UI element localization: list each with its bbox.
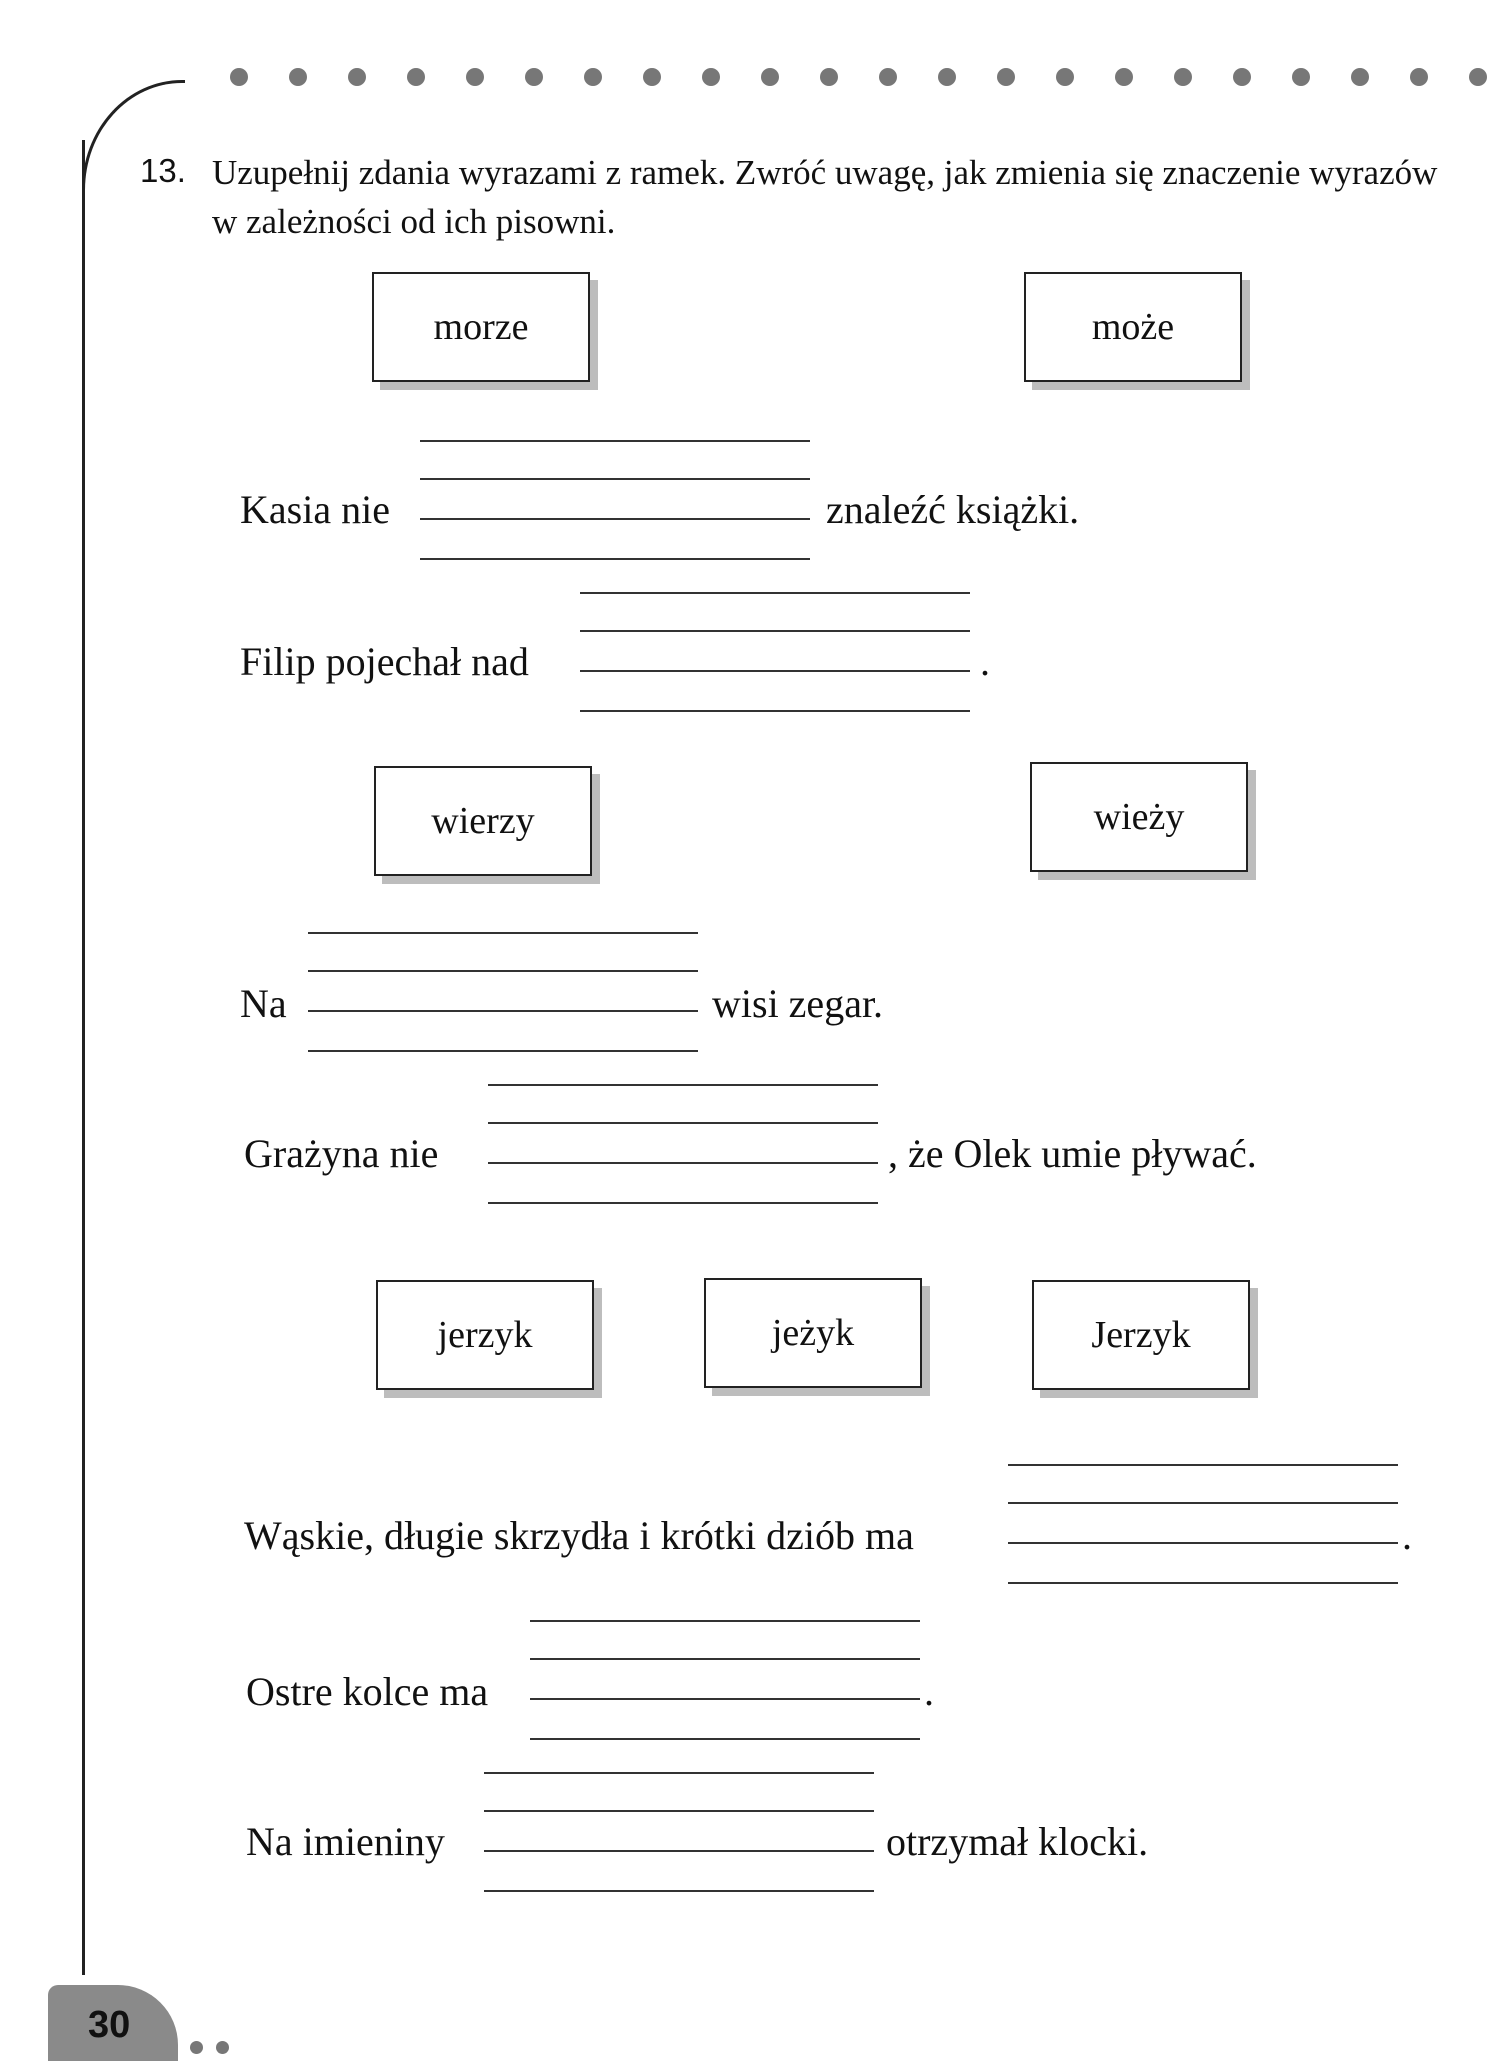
- header-dot: [761, 68, 779, 86]
- header-dot: [289, 68, 307, 86]
- header-dot: [1233, 68, 1251, 86]
- header-dot: [1469, 68, 1487, 86]
- sentence-before: Na: [240, 981, 287, 1026]
- header-dot: [407, 68, 425, 86]
- header-dot: [230, 68, 248, 86]
- sentence-before: Wąskie, długie skrzydła i krótki dziób ma: [244, 1513, 914, 1558]
- sentence-before: Kasia nie: [240, 487, 390, 532]
- header-dot: [348, 68, 366, 86]
- header-dot: [1115, 68, 1133, 86]
- sentence-before: Ostre kolce ma: [246, 1669, 489, 1714]
- task-instruction: Uzupełnij zdania wyrazami z ramek. Zwróć uwagę, jak zmienia się znaczenie wyrazów w zależności od ich pisowni.: [212, 153, 1438, 241]
- sentence-before: Filip pojechał nad: [240, 639, 529, 684]
- answer-lines[interactable]: [1008, 1464, 1398, 1584]
- word-box-wierzy: wierzy: [374, 766, 592, 876]
- header-dot: [820, 68, 838, 86]
- header-dot: [584, 68, 602, 86]
- sentence-before: Grażyna nie: [244, 1131, 439, 1176]
- word-box-moze: może: [1024, 272, 1242, 382]
- header-dot-row: [230, 68, 1502, 88]
- footer-dot: [216, 2041, 229, 2054]
- header-dot: [879, 68, 897, 86]
- page-number: 30: [88, 2004, 131, 2046]
- answer-lines[interactable]: [530, 1620, 920, 1740]
- word-box-morze: morze: [372, 272, 590, 382]
- answer-lines[interactable]: [420, 440, 810, 560]
- sentence-after: .: [924, 1669, 934, 1714]
- header-dot: [1351, 68, 1369, 86]
- answer-lines[interactable]: [308, 932, 698, 1052]
- word-box-wiezy: wieży: [1030, 762, 1248, 872]
- header-dot: [1410, 68, 1428, 86]
- sentence-after: znaleźć książki.: [826, 487, 1080, 532]
- header-dot: [466, 68, 484, 86]
- answer-lines[interactable]: [488, 1084, 878, 1204]
- header-dot: [997, 68, 1015, 86]
- answer-lines[interactable]: [580, 592, 970, 712]
- sentence-after: wisi zegar.: [712, 981, 884, 1026]
- header-dot: [938, 68, 956, 86]
- word-box-jezyk: jeżyk: [704, 1278, 922, 1388]
- task-number: 13.: [140, 152, 186, 189]
- sentence-after: .: [1402, 1513, 1412, 1558]
- sentence-after: otrzymał klocki.: [886, 1819, 1149, 1864]
- word-box-Jerzyk: Jerzyk: [1032, 1280, 1250, 1390]
- header-dot: [643, 68, 661, 86]
- header-dot: [1056, 68, 1074, 86]
- word-box-jerzyk: jerzyk: [376, 1280, 594, 1390]
- header-dot: [1292, 68, 1310, 86]
- sentence-after: .: [980, 639, 990, 684]
- header-dot: [525, 68, 543, 86]
- sentence-after: , że Olek umie pływać.: [888, 1131, 1257, 1176]
- header-dot: [702, 68, 720, 86]
- header-dot: [1174, 68, 1192, 86]
- answer-lines[interactable]: [484, 1772, 874, 1892]
- margin-line: [82, 140, 85, 1975]
- footer-dot: [190, 2041, 203, 2054]
- sentence-before: Na imieniny: [246, 1819, 445, 1864]
